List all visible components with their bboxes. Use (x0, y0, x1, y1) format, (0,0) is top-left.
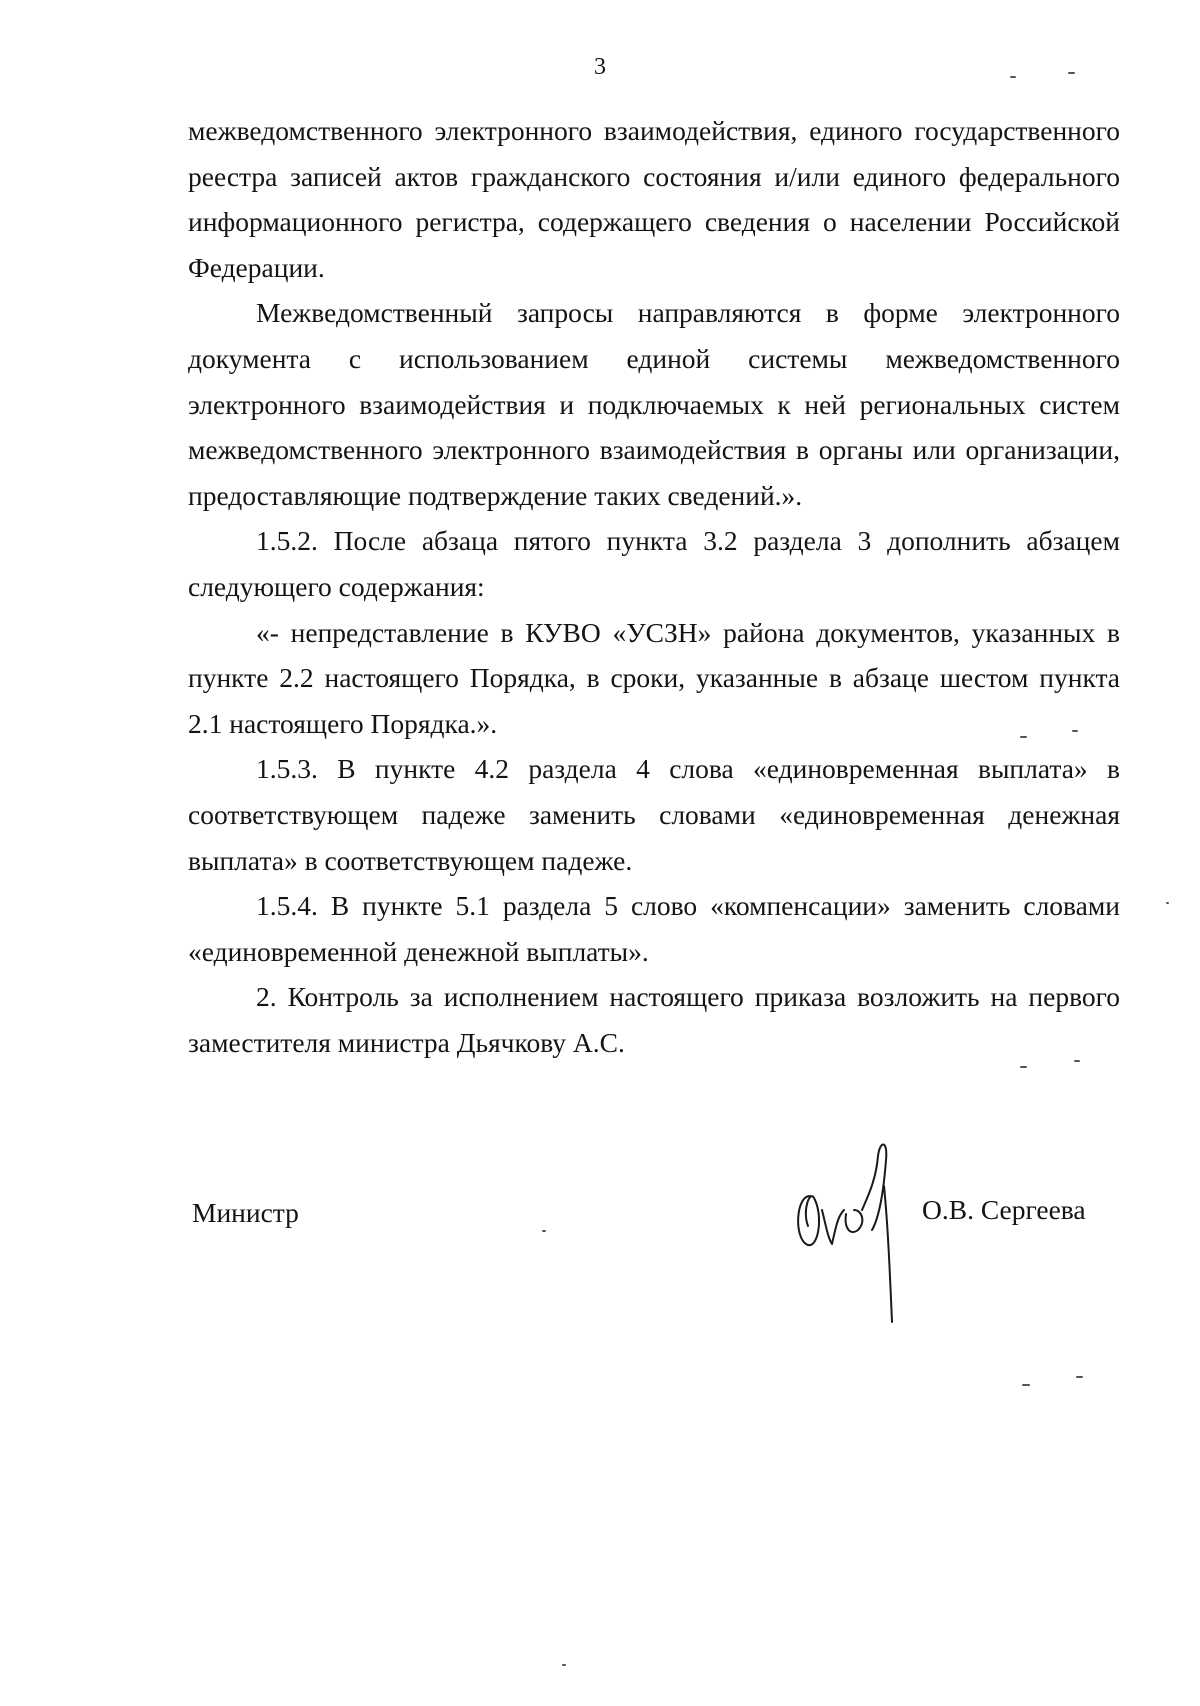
signatory-name: О.В. Сергеева (922, 1194, 1086, 1225)
scan-mark (1068, 72, 1075, 74)
paragraph-interagency-requests: Межведомственный запросы направляются в форме электронного документа с использованием единой системы межведомственного электронного взаимодействия и подключаемых к ней региональных систем межведомственного электронного взаимодействия в органы или организации, предоставляющие подтверждение таких сведений.». (188, 297, 1120, 511)
scan-mark (1010, 76, 1016, 78)
paragraph-continuation: межведомственного электронного взаимодействия, единого государственного реестра записей актов гражданского состояния и/или единого федерального информационного регистра, содержащего сведения о населении Российской Федерации. (188, 115, 1120, 283)
page-number: 3 (594, 54, 606, 80)
scan-mark (1020, 1066, 1027, 1068)
scan-mark (1076, 1376, 1083, 1378)
paragraph-clause-1-5-3: 1.5.3. В пункте 4.2 раздела 4 слова «единовременная выплата» в соответствующем падеже заменить словами «единовременная денежная выплата» в соответствующем падеже. (188, 753, 1120, 876)
paragraph-inserted-text: «- непредставление в КУВО «УСЗН» района документов, указанных в пункте 2.2 настоящего Порядка, в сроки, указанные в абзаце шестом пункта 2.1 настоящего Порядка.». (188, 616, 1120, 739)
scan-mark (542, 1230, 546, 1232)
paragraph-control-clause: 2. Контроль за исполнением настоящего приказа возложить на первого заместителя министра Дьячкову А.С. (188, 981, 1120, 1058)
handwritten-signature (788, 1126, 908, 1326)
scan-mark (562, 1664, 566, 1666)
scan-mark (1020, 736, 1027, 738)
scan-mark (1074, 1060, 1080, 1062)
document-body (188, 108, 1120, 1065)
scan-mark (1072, 730, 1078, 732)
scan-mark (1166, 902, 1169, 904)
signatory-title: Министр (192, 1197, 299, 1228)
paragraph-clause-1-5-4: 1.5.4. В пункте 5.1 раздела 5 слово «компенсации» заменить словами «единовременной денежной выплаты». (188, 890, 1120, 967)
paragraph-clause-1-5-2: 1.5.2. После абзаца пятого пункта 3.2 раздела 3 дополнить абзацем следующего содержания: (188, 525, 1120, 602)
scan-mark (1022, 1384, 1030, 1386)
